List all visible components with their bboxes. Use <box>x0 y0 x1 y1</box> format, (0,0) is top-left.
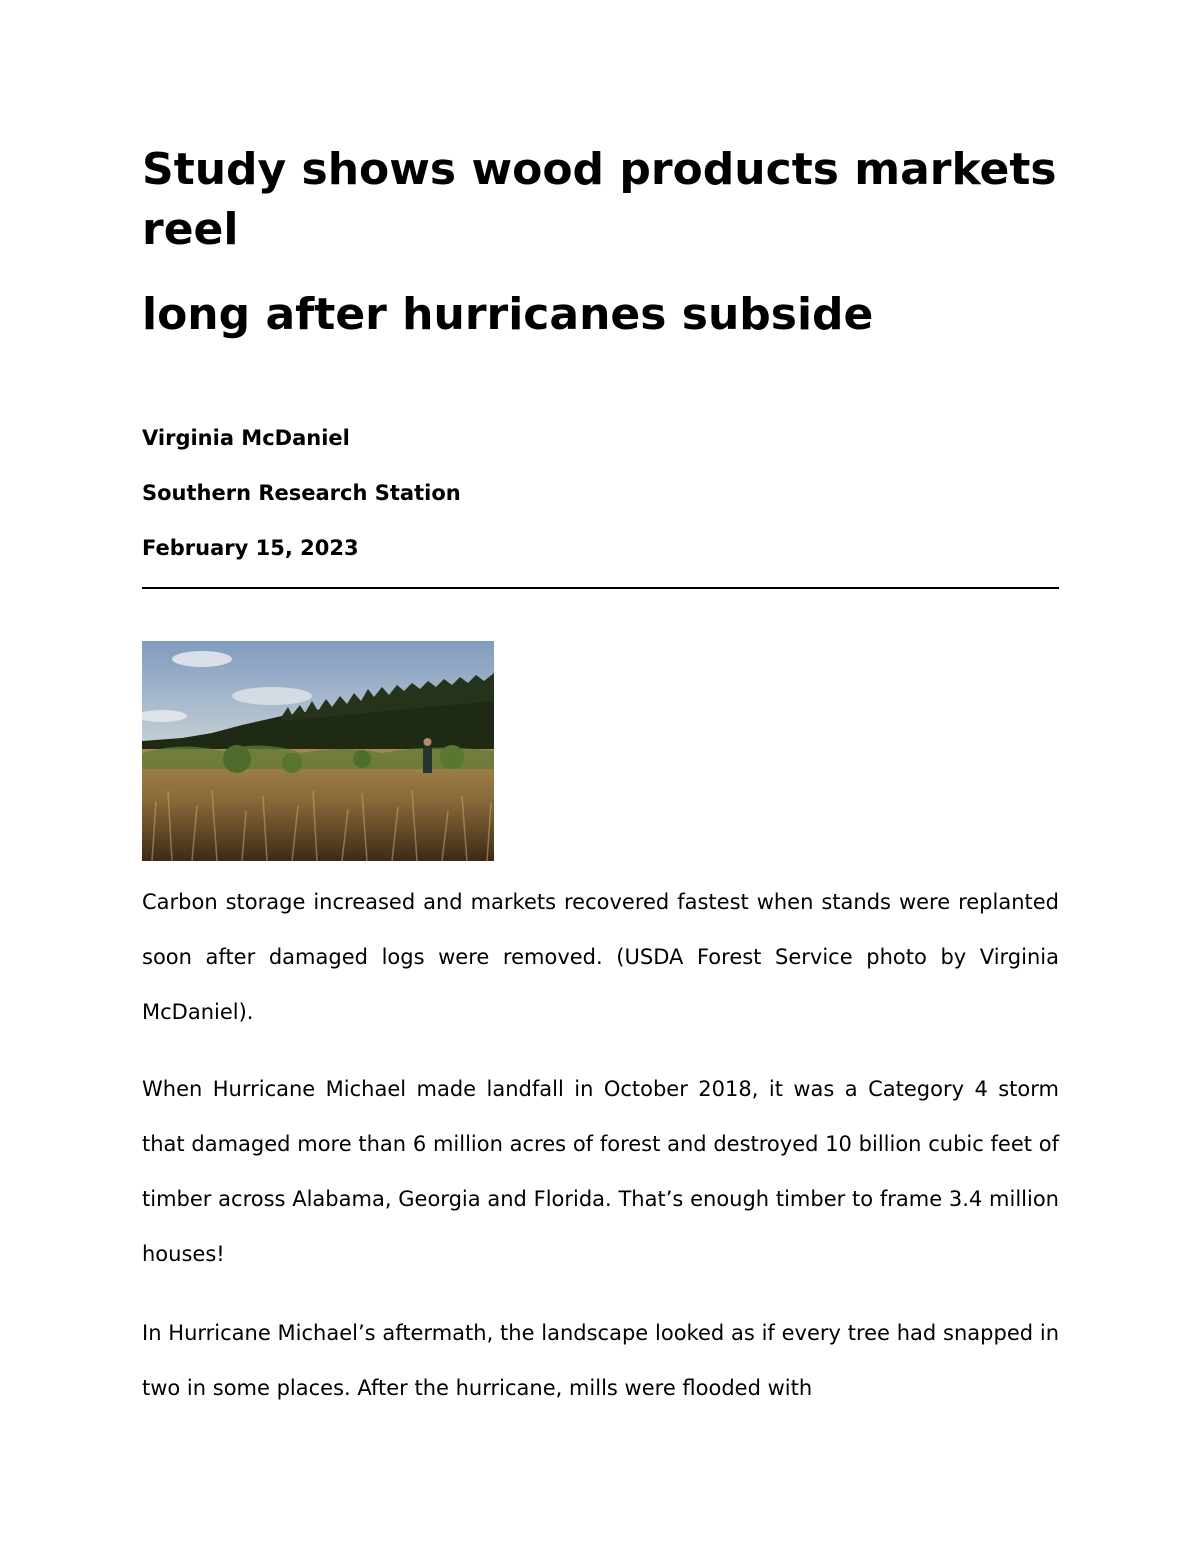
article-title: Study shows wood products markets reel <box>142 144 1057 255</box>
photo-pine-cluster <box>440 745 464 769</box>
divider-rule <box>142 587 1059 589</box>
photo-caption: Carbon storage increased and markets recovered fastest when stands were replanted soon after damaged logs were removed. (USDA Forest Service photo by Virginia McDaniel). <box>142 890 1059 1024</box>
forest-landscape-photo <box>142 641 494 861</box>
body-paragraph: In Hurricane Michael’s aftermath, the landscape looked as if every tree had snapped in two in some places. After the hurricane, mills were flooded with <box>142 1321 1059 1400</box>
photo-pine-cluster <box>353 750 371 768</box>
photo-cloud <box>172 651 232 667</box>
photo-person-body <box>423 747 432 773</box>
author-name: Virginia McDaniel <box>142 426 350 450</box>
photo-pine-cluster <box>282 753 302 773</box>
organization-name: Southern Research Station <box>142 481 461 505</box>
article-title-continued: long after hurricanes subside <box>142 289 874 340</box>
photo-person-head <box>424 738 432 746</box>
publication-date: February 15, 2023 <box>142 536 359 560</box>
photo-cloud <box>232 687 312 705</box>
body-paragraph: When Hurricane Michael made landfall in October 2018, it was a Category 4 storm that damaged more than 6 million acres of forest and destroyed 10 billion cubic feet of timber across Alabama, Georgia and Florida. That’s enough timber to frame 3.4 million houses! <box>142 1077 1059 1266</box>
photo-pine-cluster <box>223 745 251 773</box>
